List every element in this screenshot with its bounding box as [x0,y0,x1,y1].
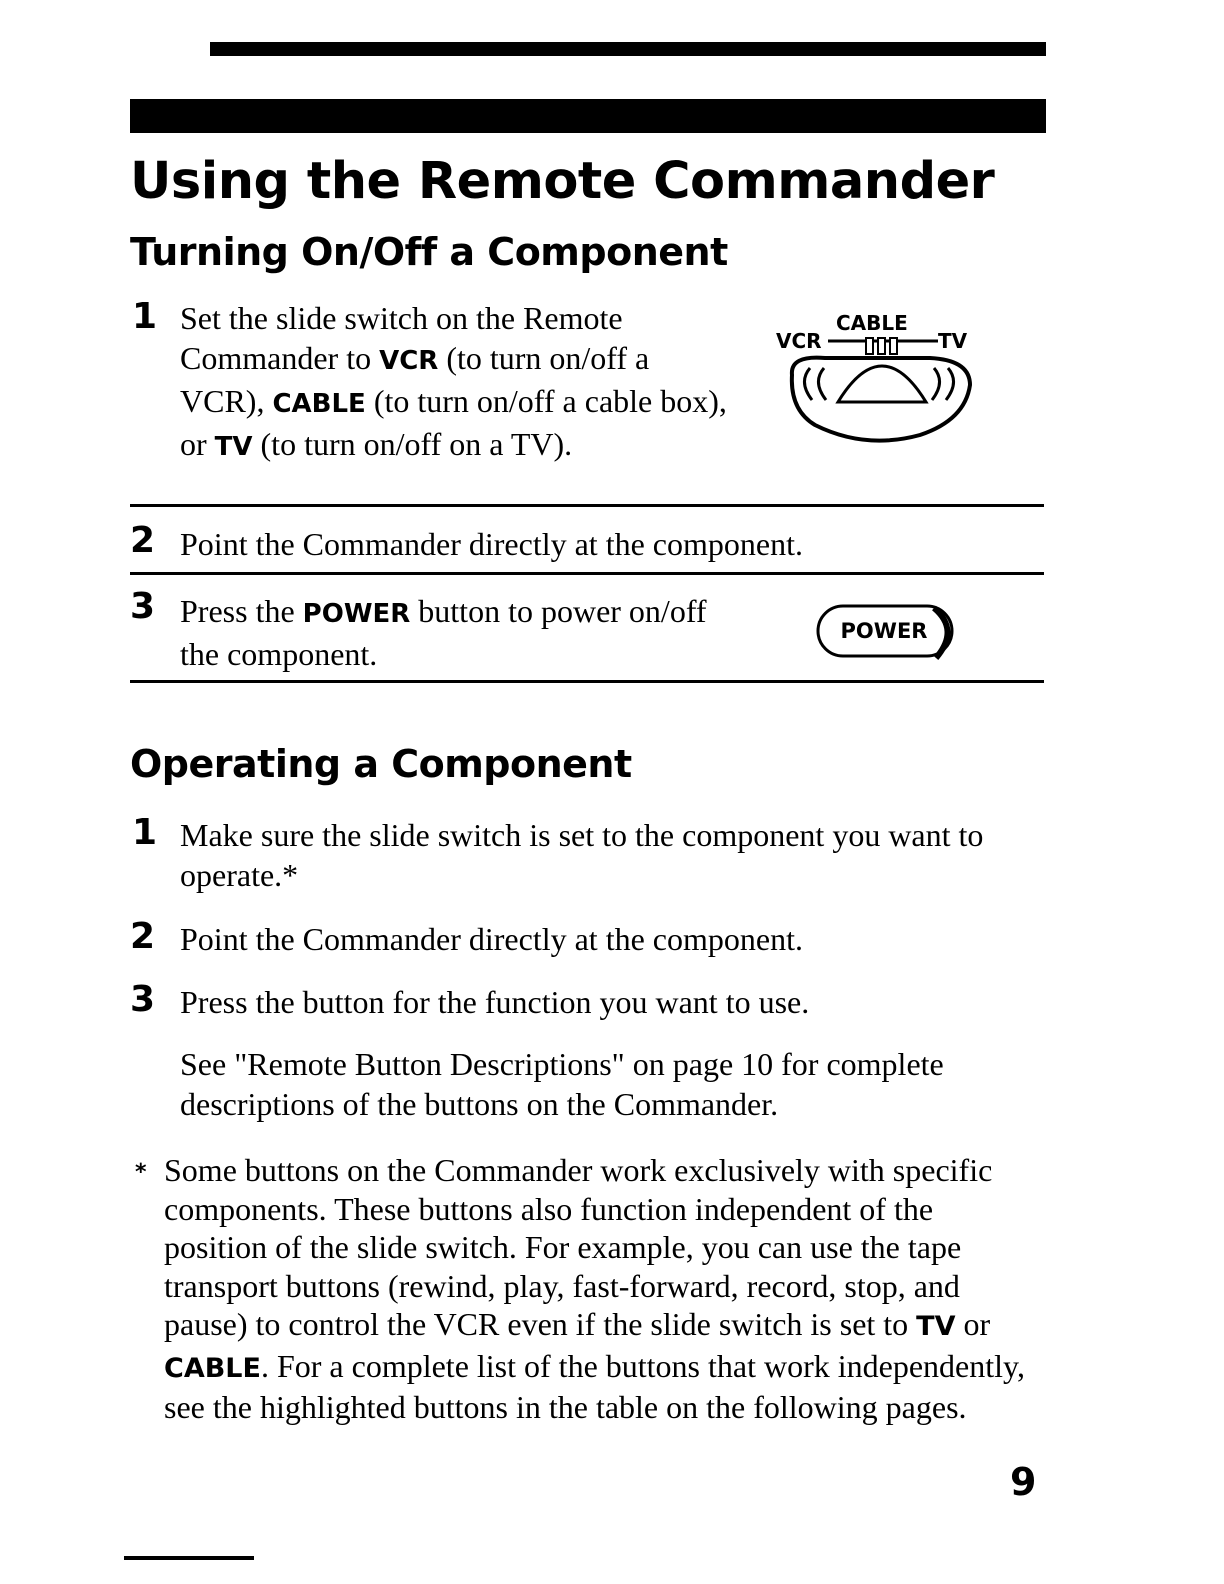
divider [130,572,1044,575]
page-title: Using the Remote Commander [130,152,995,211]
power-button-figure [812,600,964,662]
step-text: Press the button for the function you want to use. [180,984,810,1020]
divider [130,504,1044,507]
divider [130,680,1044,683]
section-heading-turning-on-off: Turning On/Off a Component [130,230,728,274]
step-number: 1 [132,812,158,853]
step-number: 3 [130,979,156,1020]
step-number: 3 [130,586,156,627]
step-number: 2 [130,916,156,957]
step-text: Point the Commander directly at the component. [180,921,803,957]
section-heading-operating: Operating a Component [130,742,632,786]
bottom-rule [124,1556,254,1560]
see-note: See "Remote Button Descriptions" on page 10 for complete descriptions of the buttons on the Commander. [180,1046,944,1122]
step-text: Point the Commander directly at the component. [180,526,803,562]
header-bar [130,99,1046,133]
power-button-label: POWER [840,619,928,643]
footnote-mark: * [135,1160,147,1185]
top-rule [210,42,1046,56]
step-text: Make sure the slide switch is set to the component you want to operate.* [180,817,984,893]
step-text: Press the POWER button to power on/off the component. [180,593,707,672]
footnote-text: Some buttons on the Commander work exclusively with specific components. These buttons also function independent of the position of the slide switch. For example, you can use the tape transport buttons (rewind, play, fast-forward, record, stop, and pause) to control the VCR even if the slide switch is set to TV or CABLE. For a complete list of the buttons that work independently, see the highlighted buttons in the table on the following pages. [164,1152,1025,1425]
step-number: 1 [132,296,158,337]
step-text: Set the slide switch on the Remote Commander to VCR (to turn on/off a VCR), CABLE (to turn on/off a cable box), or TV (to turn on/off on a TV). [180,300,727,462]
step-number: 2 [130,520,156,561]
switch-label-cable: CABLE [836,311,908,335]
slide-switch-figure [770,300,980,450]
switch-label-tv: TV [938,329,968,353]
switch-label-vcr: VCR [776,329,822,353]
page-number: 9 [1010,1460,1037,1504]
